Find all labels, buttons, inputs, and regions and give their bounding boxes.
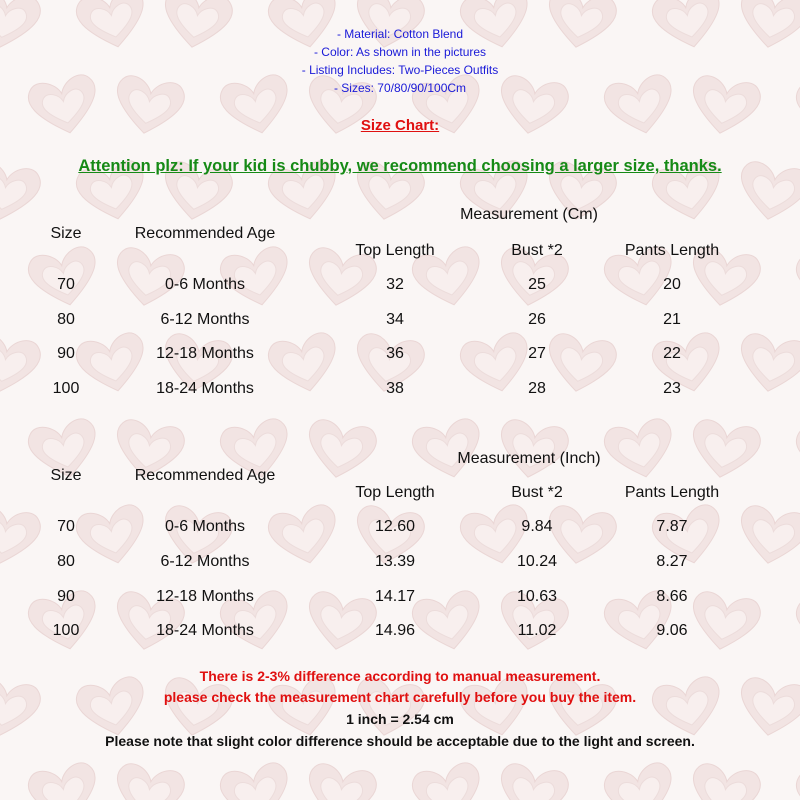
table-cell: 10.24 (516, 553, 558, 570)
table-cell: 10.63 (516, 588, 558, 605)
color-difference-note: Please note that slight color difference should be acceptable due to the light and screen. (105, 733, 695, 749)
table-cell: 14.96 (374, 622, 416, 639)
header-size: Size (50, 225, 82, 242)
header-age: Recommended Age (134, 225, 276, 242)
table-cell: 7.87 (656, 518, 688, 535)
table-cell: 27 (528, 345, 546, 362)
table-cell: 12-18 Months (156, 345, 254, 362)
table-cell: 26 (528, 311, 546, 328)
table-cell: 25 (528, 276, 546, 293)
table-cell: 11.02 (517, 622, 557, 639)
table-cell: 100 (52, 380, 80, 397)
measurement-difference-note: There is 2-3% difference according to manual measurement. (199, 668, 601, 684)
table-cell: 8.66 (656, 588, 688, 605)
header-pants-length: Pants Length (624, 242, 720, 259)
group-header: Measurement (Inch) (457, 450, 601, 467)
table-cell: 100 (52, 622, 80, 639)
table-cell: 70 (57, 518, 75, 535)
sizes-line: - Sizes: 70/80/90/100Cm (333, 81, 467, 95)
header-top-length: Top Length (355, 242, 435, 259)
table-cell: 34 (386, 311, 404, 328)
group-header: Measurement (Cm) (460, 206, 598, 223)
table-cell: 70 (57, 276, 75, 293)
material-line: - Material: Cotton Blend (336, 27, 464, 41)
table-cell: 18-24 Months (156, 622, 254, 639)
color-line: - Color: As shown in the pictures (313, 45, 487, 59)
table-cell: 8.27 (656, 553, 688, 570)
table-cell: 0-6 Months (164, 518, 246, 535)
table-cell: 20 (663, 276, 681, 293)
table-cell: 9.06 (656, 622, 688, 639)
table-cell: 38 (386, 380, 404, 397)
table-cell: 23 (663, 380, 681, 397)
attention-notice: Attention plz: If your kid is chubby, we recommend choosing a larger size, thanks. (78, 157, 722, 175)
table-cell: 32 (386, 276, 404, 293)
size-chart-title: Size Chart: (360, 117, 440, 134)
listing-line: - Listing Includes: Two-Pieces Outfits (301, 63, 499, 77)
inch-conversion-note: 1 inch = 2.54 cm (346, 711, 454, 727)
table-cell: 13.39 (374, 553, 416, 570)
table-cell: 0-6 Months (164, 276, 246, 293)
header-age: Recommended Age (134, 467, 276, 484)
header-size: Size (50, 467, 82, 484)
table-cell: 22 (663, 345, 681, 362)
check-chart-note: please check the measurement chart carefully before you buy the item. (163, 689, 637, 705)
header-top-length: Top Length (355, 484, 435, 501)
table-cell: 14.17 (374, 588, 416, 605)
table-cell: 6-12 Months (160, 311, 250, 328)
table-cell: 6-12 Months (160, 553, 250, 570)
table-cell: 36 (386, 345, 404, 362)
table-cell: 12.60 (374, 518, 416, 535)
table-cell: 90 (57, 588, 75, 605)
table-cell: 28 (528, 380, 546, 397)
header-bust: Bust *2 (511, 242, 563, 259)
header-bust: Bust *2 (511, 484, 563, 501)
table-cell: 9.84 (521, 518, 553, 535)
table-cell: 18-24 Months (156, 380, 254, 397)
table-cell: 90 (57, 345, 75, 362)
table-cell: 21 (663, 311, 681, 328)
header-pants-length: Pants Length (624, 484, 720, 501)
table-cell: 80 (57, 553, 75, 570)
table-cell: 12-18 Months (156, 588, 254, 605)
table-cell: 80 (57, 311, 75, 328)
